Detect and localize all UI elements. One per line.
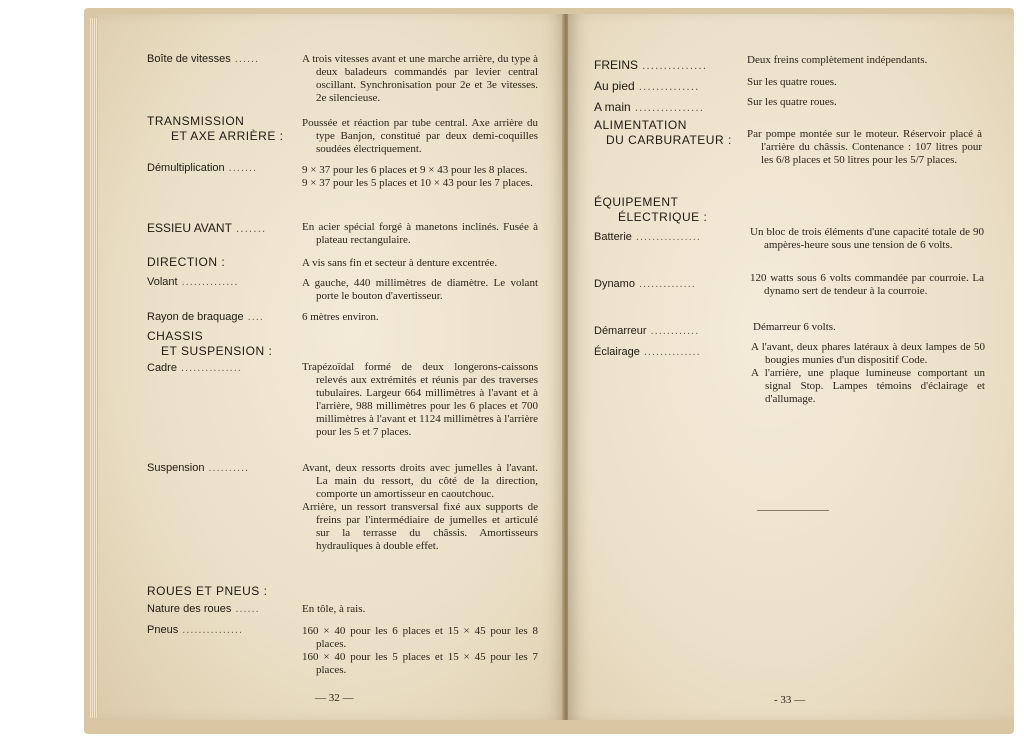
- page-number-left: — 32 —: [315, 692, 354, 704]
- text-suspension: Avant, deux ressorts droits avec jumelles à l'avant. La main du ressort, du côté de la direction, comporte un amortisseur en caoutchouc. Arrière, un ressort transversal fixé aux supports de freins par l'intermédiaire de jumelles et articulé sur la terrasse du châssis. Amortisseurs hydrauliques à double effet.: [302, 462, 538, 552]
- label-cadre: Cadre ...............: [147, 362, 242, 374]
- text-demarreur: Démarreur 6 volts.: [753, 321, 836, 333]
- label-pneus: Pneus ...............: [147, 624, 244, 636]
- text-direction: A vis sans fin et secteur à denture excentrée.: [302, 257, 498, 269]
- text-demultiplication: 9 × 37 pour les 6 places et 9 × 43 pour les 8 places. 9 × 37 pour les 5 places et 10 × 43 pour les 7 places.: [302, 164, 533, 189]
- text-rayon-braquage: 6 mètres environ.: [302, 311, 379, 323]
- label-essieu-avant: ESSIEU AVANT .......: [147, 221, 267, 235]
- label-nature-roues: Nature des roues ......: [147, 603, 260, 615]
- label-boite-vitesses: Boîte de vitesses ......: [147, 53, 260, 65]
- page-number-right: - 33 —: [774, 694, 806, 706]
- heading-direction: DIRECTION :: [147, 255, 226, 269]
- text-dynamo: 120 watts sous 6 volts commandée par courroie. La dynamo sert de tendeur à la courroie.: [750, 272, 984, 297]
- text-a-main: Sur les quatre roues.: [747, 96, 837, 108]
- label-demultiplication: Démultiplication .......: [147, 162, 258, 174]
- heading-roues-pneus: ROUES ET PNEUS :: [147, 584, 268, 598]
- text-alimentation: Par pompe montée sur le moteur. Réservoir placé à l'arrière du châssis. Contenance : 107 litres pour les 6/8 places et 50 litres pour les 5/7 places.: [747, 128, 982, 166]
- label-freins: FREINS ...............: [594, 58, 708, 72]
- separator-line: [757, 510, 829, 511]
- heading-chassis: CHASSIS ET SUSPENSION :: [147, 329, 273, 358]
- label-au-pied: Au pied ..............: [594, 79, 700, 93]
- label-eclairage: Éclairage ..............: [594, 346, 701, 358]
- heading-transmission: TRANSMISSION ET AXE ARRIÈRE :: [147, 114, 284, 143]
- label-rayon-braquage: Rayon de braquage ....: [147, 311, 264, 323]
- text-boite-vitesses: A trois vitesses avant et une marche arrière, du type à deux baladeurs commandés par levier central oscillant. Synchronisation pour 2e et 3e vitesses. 2e silencieuse.: [302, 53, 538, 104]
- label-demarreur: Démarreur ............: [594, 325, 700, 337]
- label-a-main: A main ................: [594, 100, 705, 114]
- text-cadre: Trapézoïdal formé de deux longerons-caissons relevés aux extrémités et réunis par des traverses tubulaires. Largeur 664 millimètres à l'avant et à l'arrière, 988 millimètres pour les 6 places et 700 millimètres à l'avant et 1124 millimètres à l'arrière pour les 5 et 7 places.: [302, 361, 538, 438]
- text-eclairage: A l'avant, deux phares latéraux à deux lampes de 50 bougies munies d'un dispositif Code. A l'arrière, une plaque lumineuse comportant un signal Stop. Lampes témoins d'éclairage et d'allumage.: [751, 341, 985, 405]
- text-batterie: Un bloc de trois éléments d'une capacité totale de 90 ampères-heure sous une tension de 6 volts.: [750, 226, 984, 251]
- heading-equipement: ÉQUIPEMENT ÉLECTRIQUE :: [594, 195, 708, 224]
- text-essieu-avant: En acier spécial forgé à manetons inclinés. Fusée à plateau rectangulaire.: [302, 221, 538, 246]
- label-batterie: Batterie ................: [594, 231, 701, 243]
- text-pneus: 160 × 40 pour les 6 places et 15 × 45 pour les 8 places. 160 × 40 pour les 5 places et 15 × 45 pour les 7 places.: [302, 625, 538, 676]
- text-nature-roues: En tôle, à rais.: [302, 603, 366, 615]
- heading-alimentation: ALIMENTATION DU CARBURATEUR :: [594, 118, 732, 147]
- text-au-pied: Sur les quatre roues.: [747, 76, 837, 88]
- text-freins: Deux freins complètement indépendants.: [747, 54, 928, 66]
- text-transmission: Poussée et réaction par tube central. Axe arrière du type Banjon, constitué par deux demi-coquilles soudées électriquement.: [302, 117, 538, 155]
- label-volant: Volant ..............: [147, 276, 239, 288]
- text-volant: A gauche, 440 millimètres de diamètre. Le volant porte le bouton d'avertisseur.: [302, 277, 538, 302]
- label-suspension: Suspension ..........: [147, 462, 250, 474]
- label-dynamo: Dynamo ..............: [594, 278, 696, 290]
